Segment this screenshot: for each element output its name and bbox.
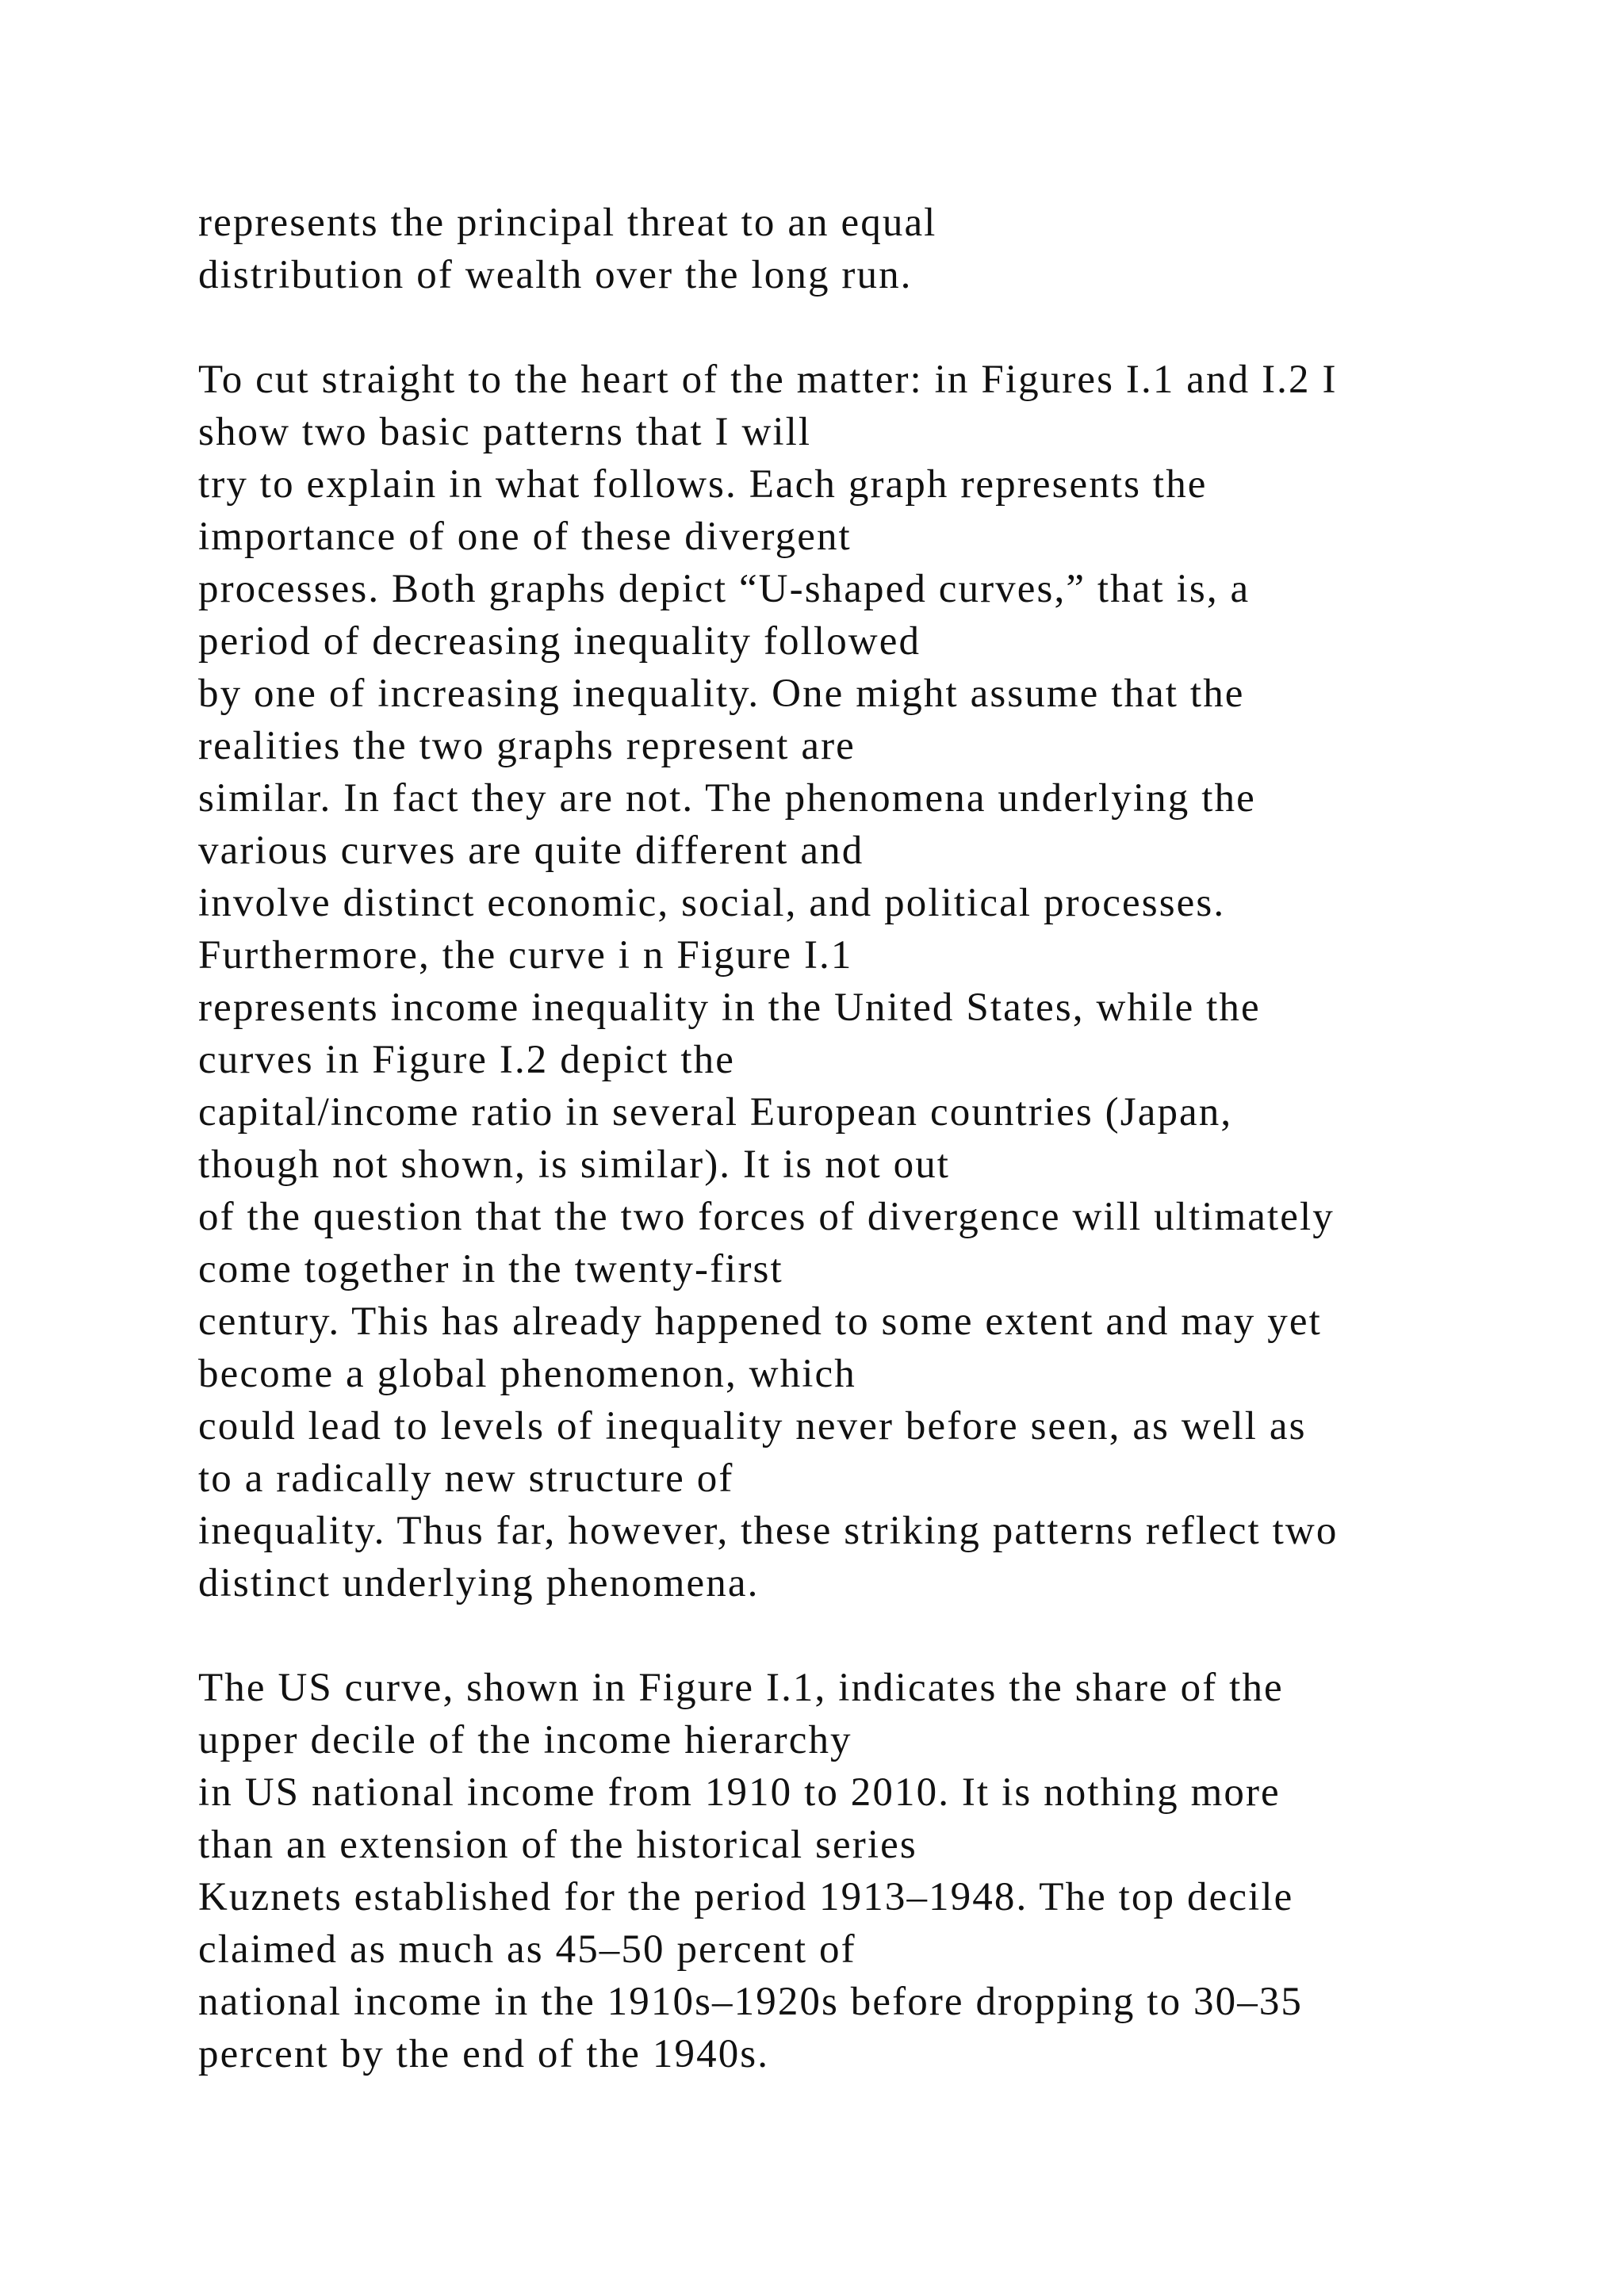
paragraph-gap [198,1609,1594,1662]
text-line: involve distinct economic, social, and political processes. [198,881,1226,925]
text-line: similar. In fact they are not. The phenomena underlying the [198,776,1256,821]
text-line: represents income inequality in the United States, while the [198,985,1261,1030]
text-line: various curves are quite different and [198,828,864,873]
text-line: could lead to levels of inequality never before seen, as well as [198,1404,1307,1448]
text-line: The US curve, shown in Figure I.1, indicates the share of the [198,1666,1284,1710]
paragraph-gap [198,301,1594,354]
text-line: percent by the end of the 1940s. [198,2032,770,2076]
text-line: by one of increasing inequality. One might assume that the [198,672,1245,716]
paragraph-3 [198,1662,1594,2080]
text-line: processes. Both graphs depict “U-shaped curves,” that is, a [198,567,1251,611]
paragraph-2 [198,354,1594,1609]
text-line: realities the two graphs represent are [198,724,856,768]
text-line: inequality. Thus far, however, these striking patterns reflect two [198,1509,1339,1553]
text-line: distinct underlying phenomena. [198,1561,760,1605]
text-line: upper decile of the income hierarchy [198,1718,852,1762]
document-page [198,197,1594,2080]
text-line: distribution of wealth over the long run. [198,253,913,297]
text-line: capital/income ratio in several European countries (Japan, [198,1090,1233,1135]
text-line: in US national income from 1910 to 2010. It is nothing more [198,1770,1281,1815]
text-line: though not shown, is similar). It is not out [198,1142,951,1187]
text-line: curves in Figure I.2 depict the [198,1038,735,1082]
text-line: To cut straight to the heart of the matter: in Figures I.1 and I.2 I [198,358,1338,402]
text-line: century. This has already happened to some extent and may yet [198,1299,1322,1344]
text-line: national income in the 1910s–1920s before dropping to 30–35 [198,1980,1304,2024]
text-line: claimed as much as 45–50 percent of [198,1927,856,1972]
text-line: of the question that the two forces of divergence will ultimately [198,1195,1335,1239]
text-line: represents the principal threat to an equal [198,201,937,245]
text-line: try to explain in what follows. Each graph represents the [198,462,1208,507]
text-line: Kuznets established for the period 1913–1948. The top decile [198,1875,1294,1919]
text-line: Furthermore, the curve i n Figure I.1 [198,933,853,978]
text-line: come together in the twenty-first [198,1247,783,1292]
text-line: importance of one of these divergent [198,515,852,559]
text-line: show two basic patterns that I will [198,410,812,454]
paragraph-1 [198,197,1594,301]
text-line: than an extension of the historical series [198,1823,917,1867]
text-line: to a radically new structure of [198,1456,734,1501]
text-line: become a global phenomenon, which [198,1352,856,1396]
text-line: period of decreasing inequality followed [198,619,921,664]
